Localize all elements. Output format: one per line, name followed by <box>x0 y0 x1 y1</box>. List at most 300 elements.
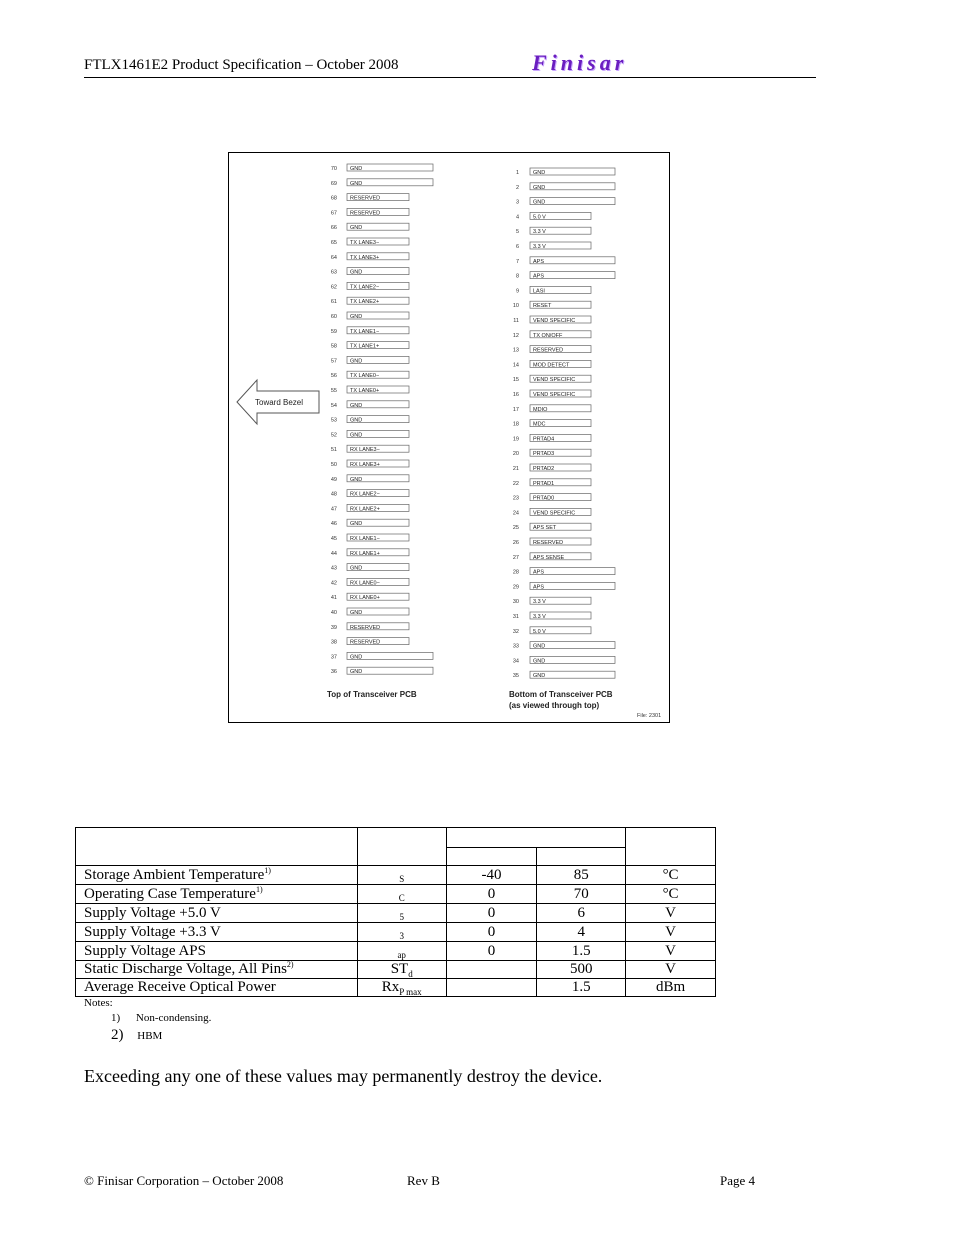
top-pin-row <box>331 194 409 202</box>
bottom-pin-label: PRTAD0 <box>533 495 555 502</box>
table-row <box>76 866 716 885</box>
top-pin-label: RX LANE2− <box>350 491 380 498</box>
top-pin-label: GND <box>350 476 363 483</box>
unit-cell: °C <box>626 866 716 885</box>
min-cell: -40 <box>446 866 537 885</box>
top-pin-label: TX LANE0+ <box>350 388 380 394</box>
top-pin-row <box>331 519 409 527</box>
bottom-pin-row <box>513 508 591 516</box>
top-pin-label: GND <box>350 166 363 172</box>
top-pin-row <box>331 297 409 305</box>
table-row <box>76 942 716 961</box>
bottom-pin-number: 5 <box>515 229 519 236</box>
header-cell-min <box>446 848 537 866</box>
bottom-pin-label: GND <box>533 673 546 680</box>
bottom-pin-number: 1 <box>515 170 519 176</box>
bottom-pin-number: 2 <box>515 184 519 191</box>
bottom-pin-label: RESERVED <box>533 540 564 546</box>
pinout-diagram <box>229 153 669 722</box>
top-pin-number: 63 <box>330 269 337 276</box>
top-pin-number: 68 <box>330 195 337 202</box>
min-cell: 0 <box>446 885 537 904</box>
top-pin-number: 61 <box>330 299 337 306</box>
top-pin-label: GND <box>350 565 363 572</box>
top-pin-number: 70 <box>330 166 337 172</box>
unit-cell: °C <box>626 885 716 904</box>
symbol-cell <box>357 923 446 942</box>
note-2-text: HBM <box>137 1030 163 1042</box>
bottom-pin-row <box>513 538 591 546</box>
bottom-pin-number: 17 <box>512 406 519 413</box>
bottom-pin-number: 28 <box>512 569 519 576</box>
max-cell: 1.5 <box>537 979 626 997</box>
toward-bezel-arrow <box>237 380 319 424</box>
top-pin-row <box>331 549 409 557</box>
max-cell: 500 <box>537 961 626 979</box>
top-pin-row <box>331 564 409 572</box>
top-pin-number: 64 <box>330 254 337 261</box>
top-pin-number: 55 <box>330 388 337 394</box>
bottom-pin-label: VEND SPECIFIC <box>533 377 576 384</box>
bottom-pin-number: 11 <box>513 318 519 324</box>
bottom-pin-row <box>513 494 591 502</box>
top-pin-label: GND <box>350 417 363 424</box>
header-cell-unit <box>626 828 716 866</box>
bottom-pin-column <box>513 168 615 679</box>
top-pin-row <box>331 608 409 616</box>
arrow-label: Toward Bezel <box>255 398 304 407</box>
bottom-pin-row <box>513 405 591 413</box>
bottom-pin-row <box>513 523 591 531</box>
table-header-row <box>76 828 716 848</box>
top-pin-label: GND <box>350 225 363 232</box>
top-pin-label: TX LANE3+ <box>350 254 380 261</box>
bottom-pin-number: 27 <box>512 554 519 561</box>
top-pin-label: RX LANE1+ <box>350 550 380 557</box>
max-cell: 6 <box>537 904 626 923</box>
bottom-pin-row <box>516 198 615 206</box>
top-pin-label: TX LANE3− <box>350 240 380 246</box>
parameter-cell <box>76 885 358 904</box>
top-pin-number: 47 <box>330 506 337 513</box>
top-pin-label: RESERVED <box>350 195 381 202</box>
top-pin-row <box>331 208 409 216</box>
bottom-pin-label: 3.3 V <box>533 614 546 620</box>
top-pin-row <box>331 638 409 646</box>
top-pin-row <box>331 179 433 187</box>
top-pin-number: 51 <box>330 447 337 454</box>
bottom-pin-row <box>516 212 591 220</box>
note-2 <box>111 1027 162 1044</box>
parameter-name: Average Receive Optical Power <box>84 979 276 995</box>
bottom-caption-line2: (as viewed through top) <box>509 701 600 710</box>
footer-copyright: © Finisar Corporation – October 2008 <box>84 1173 284 1188</box>
top-pin-number: 60 <box>330 314 337 320</box>
top-pin-number: 54 <box>330 402 337 409</box>
bottom-pin-label: MDIO <box>533 406 548 413</box>
bottom-pin-number: 10 <box>512 303 519 310</box>
table-row <box>76 979 716 997</box>
table-row <box>76 923 716 942</box>
bottom-pin-label: RESET <box>533 303 552 310</box>
symbol-cell <box>357 866 446 885</box>
bottom-pin-number: 26 <box>512 540 519 546</box>
top-pin-number: 45 <box>330 536 337 542</box>
note-1-text: Non-condensing. <box>135 1012 212 1024</box>
top-pin-row <box>331 652 433 660</box>
symbol-main: Rx <box>381 979 400 995</box>
bottom-pin-label: VEND SPECIFIC <box>533 510 576 517</box>
top-pin-number: 38 <box>330 639 337 646</box>
top-pin-label: GND <box>350 402 363 409</box>
top-pin-row <box>331 342 409 350</box>
parameter-name: Supply Voltage +3.3 V <box>84 923 221 940</box>
top-pin-label: GND <box>350 521 363 528</box>
bottom-pin-row <box>513 642 615 650</box>
header-cell-parameter <box>76 828 358 866</box>
table-row <box>76 885 716 904</box>
top-pin-number: 36 <box>330 669 337 676</box>
bottom-pin-label: GND <box>533 643 546 650</box>
top-pin-label: GND <box>350 180 363 187</box>
bottom-pin-number: 22 <box>512 480 519 487</box>
bottom-pin-number: 24 <box>512 510 519 517</box>
top-pin-row <box>331 504 409 512</box>
top-pin-number: 59 <box>330 328 337 335</box>
bottom-pin-label: MOD DETECT <box>533 362 570 369</box>
bottom-pin-row <box>513 671 615 679</box>
bottom-pin-number: 8 <box>515 273 519 280</box>
min-cell <box>446 961 537 979</box>
top-pin-number: 62 <box>330 284 337 291</box>
bottom-pin-row <box>513 331 591 339</box>
bottom-pin-label: LASI <box>533 288 545 295</box>
bottom-pin-label: RESERVED <box>533 347 564 354</box>
notes-heading: Notes: <box>84 997 113 1009</box>
top-pin-label: RX LANE3− <box>350 447 380 454</box>
unit-cell: V <box>626 961 716 979</box>
top-pin-label: RESERVED <box>350 639 381 646</box>
top-pin-number: 44 <box>330 550 337 557</box>
bottom-pin-number: 33 <box>512 643 519 650</box>
top-pin-number: 40 <box>330 610 337 616</box>
symbol-main: 5 <box>399 912 404 922</box>
bottom-pin-label: PRTAD2 <box>533 466 555 472</box>
top-pin-row <box>331 223 409 231</box>
symbol-cell <box>357 904 446 923</box>
top-pin-label: GND <box>350 432 363 439</box>
top-pin-number: 37 <box>330 654 337 661</box>
top-pin-label: GND <box>350 269 363 276</box>
bottom-pin-label: GND <box>533 199 546 206</box>
bottom-pin-number: 9 <box>515 288 519 295</box>
top-pin-number: 46 <box>330 521 337 528</box>
note-2-mark: 2) <box>111 1027 124 1043</box>
bottom-pin-row <box>516 272 615 280</box>
top-pin-label: TX LANE1+ <box>350 343 380 350</box>
bottom-pin-row <box>513 360 591 368</box>
bottom-pin-label: 3.3 V <box>533 599 546 606</box>
parameter-cell <box>76 961 358 979</box>
bottom-pin-number: 21 <box>512 466 519 472</box>
symbol-subscript: P max <box>399 987 422 997</box>
top-pin-row <box>331 623 409 631</box>
bottom-pin-label: GND <box>533 170 546 176</box>
note-1-mark: 1) <box>111 1012 121 1024</box>
bottom-pin-row <box>516 227 591 235</box>
footer-page-number: Page 4 <box>720 1173 756 1188</box>
bottom-pin-number: 31 <box>512 614 519 620</box>
note-1 <box>111 1012 211 1024</box>
bottom-pin-number: 4 <box>515 214 519 221</box>
top-pin-label: GND <box>350 669 363 676</box>
top-pin-label: RX LANE1− <box>350 536 380 542</box>
top-pin-row <box>331 238 409 246</box>
top-pin-label: GND <box>350 358 363 365</box>
top-pin-row <box>331 593 409 601</box>
bottom-pin-label: APS SENSE <box>533 554 565 561</box>
bottom-pin-label: PRTAD1 <box>533 480 555 487</box>
top-pin-number: 57 <box>330 358 337 365</box>
table-row <box>76 961 716 979</box>
top-pin-number: 52 <box>330 432 337 439</box>
bottom-pin-label: APS SET <box>533 525 557 532</box>
symbol-subscript: d <box>408 969 413 979</box>
bottom-pin-number: 18 <box>512 421 519 428</box>
top-caption: Top of Transceiver PCB <box>327 690 417 699</box>
top-pin-label: TX LANE2− <box>350 284 380 291</box>
top-pin-label: TX LANE0− <box>350 373 380 380</box>
min-cell: 0 <box>446 942 537 961</box>
bottom-pin-label: APS <box>533 258 545 265</box>
bottom-pin-number: 25 <box>512 525 519 532</box>
parameter-note-ref: 1) <box>264 865 271 875</box>
top-pin-row <box>331 356 409 364</box>
parameter-cell <box>76 866 358 885</box>
top-pin-number: 43 <box>330 565 337 572</box>
bottom-pin-number: 15 <box>512 377 519 384</box>
header-cell-symbol <box>357 828 446 866</box>
bottom-pin-number: 7 <box>515 258 519 265</box>
parameter-cell <box>76 979 358 997</box>
top-pin-label: GND <box>350 610 363 616</box>
bottom-pin-row <box>513 553 591 561</box>
parameter-note-ref: 1) <box>255 884 263 894</box>
header-cell-max <box>537 848 626 866</box>
min-cell: 0 <box>446 904 537 923</box>
top-pin-row <box>331 401 409 409</box>
top-pin-label: RX LANE0+ <box>350 595 380 602</box>
bottom-pin-label: PRTAD4 <box>533 436 555 443</box>
top-pin-number: 58 <box>330 343 337 350</box>
top-pin-row <box>331 534 409 542</box>
top-pin-label: RX LANE0− <box>350 580 380 587</box>
bottom-pin-row <box>513 346 591 354</box>
top-pin-row <box>331 667 433 675</box>
bottom-pin-row <box>513 449 591 457</box>
max-cell: 85 <box>537 866 626 885</box>
symbol-cell <box>357 979 446 997</box>
max-cell: 70 <box>537 885 626 904</box>
bottom-pin-number: 14 <box>512 362 519 369</box>
bottom-pin-label: 5.0 V <box>533 214 546 221</box>
top-pin-label: RX LANE3+ <box>350 462 380 468</box>
bottom-pin-number: 19 <box>512 436 519 443</box>
top-pin-number: 41 <box>330 595 337 602</box>
top-pin-row <box>331 268 409 276</box>
top-pin-number: 49 <box>330 476 337 483</box>
bottom-pin-label: GND <box>533 184 546 191</box>
top-pin-number: 56 <box>330 373 337 380</box>
symbol-main: 3 <box>399 931 404 941</box>
bottom-pin-number: 20 <box>512 451 519 458</box>
bottom-pin-row <box>513 568 615 576</box>
parameter-name: Operating Case Temperature <box>84 885 256 902</box>
top-pin-number: 53 <box>330 417 337 424</box>
top-pin-label: GND <box>350 314 363 320</box>
bottom-pin-number: 23 <box>512 495 519 502</box>
bottom-pin-number: 35 <box>512 673 519 680</box>
top-pin-number: 66 <box>330 225 337 232</box>
bottom-pin-row <box>513 597 591 605</box>
top-pin-row <box>331 371 409 379</box>
parameter-note-ref: 2) <box>286 960 294 969</box>
parameter-name: Static Discharge Voltage, All Pins <box>84 961 287 977</box>
parameter-cell <box>76 904 358 923</box>
top-pin-row <box>331 475 409 483</box>
bottom-pin-row <box>516 257 615 265</box>
bottom-pin-row <box>513 479 591 487</box>
bottom-pin-label: VEND SPECIFIC <box>533 318 576 324</box>
finisar-logo: Finisar <box>532 50 628 75</box>
max-cell: 1.5 <box>537 942 626 961</box>
bottom-pin-number: 30 <box>512 599 519 606</box>
bottom-pin-label: APS <box>533 569 545 576</box>
top-pin-column <box>331 164 433 675</box>
bottom-pin-number: 16 <box>512 392 519 398</box>
bottom-pin-number: 13 <box>512 347 519 354</box>
bottom-pin-label: VEND SPECIFIC <box>533 392 576 398</box>
bottom-pin-row <box>513 375 591 383</box>
bottom-pin-number: 3 <box>515 199 519 206</box>
min-cell: 0 <box>446 923 537 942</box>
unit-cell: V <box>626 942 716 961</box>
bottom-pin-row <box>513 316 591 324</box>
bottom-pin-row <box>513 656 615 664</box>
top-pin-number: 39 <box>330 624 337 631</box>
top-pin-label: TX LANE1− <box>350 328 380 335</box>
top-pin-row <box>331 253 409 261</box>
footer-revision: Rev B <box>407 1173 440 1188</box>
parameter-name: Supply Voltage +5.0 V <box>84 904 221 921</box>
bottom-pin-row <box>513 390 591 398</box>
bottom-pin-label: APS <box>533 584 545 591</box>
bottom-pin-label: TX ON/OFF <box>533 332 563 339</box>
bottom-pin-label: MDC <box>533 421 546 428</box>
bottom-pin-label: 3.3 V <box>533 229 546 236</box>
pinout-figure <box>228 152 670 723</box>
bottom-pin-row <box>516 286 591 294</box>
bottom-pin-row <box>513 464 591 472</box>
max-cell: 4 <box>537 923 626 942</box>
bottom-pin-row <box>513 420 591 428</box>
header-rule <box>84 77 816 78</box>
table-row <box>76 904 716 923</box>
top-pin-row <box>331 445 409 453</box>
parameter-cell <box>76 923 358 942</box>
bottom-pin-number: 6 <box>515 244 519 250</box>
bottom-pin-row <box>516 183 615 191</box>
top-pin-label: GND <box>350 654 363 661</box>
symbol-main: C <box>398 893 405 903</box>
bottom-pin-number: 34 <box>512 658 519 665</box>
top-pin-label: RX LANE2+ <box>350 506 380 513</box>
bottom-pin-label: APS <box>533 273 545 280</box>
bottom-pin-row <box>513 582 615 590</box>
bottom-pin-row <box>513 301 591 309</box>
bottom-pin-row <box>516 242 591 250</box>
symbol-cell <box>357 942 446 961</box>
unit-cell: V <box>626 904 716 923</box>
bottom-pin-label: PRTAD3 <box>533 451 555 458</box>
file-label: File: 2301 <box>637 713 662 719</box>
bottom-pin-row <box>513 434 591 442</box>
bottom-pin-row <box>513 612 591 620</box>
bottom-pin-label: GND <box>533 658 546 665</box>
top-pin-number: 48 <box>330 491 337 498</box>
parameter-cell <box>76 942 358 961</box>
symbol-main: ST <box>390 961 409 977</box>
top-pin-number: 42 <box>330 580 337 587</box>
bottom-caption-line1: Bottom of Transceiver PCB <box>509 690 613 699</box>
top-pin-number: 69 <box>330 180 337 187</box>
top-pin-row <box>331 312 409 320</box>
top-pin-row <box>331 327 409 335</box>
parameter-name: Supply Voltage APS <box>84 942 206 959</box>
top-pin-row <box>331 578 409 586</box>
top-pin-row <box>331 490 409 498</box>
top-pin-label: TX LANE2+ <box>350 299 380 306</box>
bottom-pin-number: 29 <box>512 584 519 591</box>
bottom-pin-label: 5.0 V <box>533 628 546 635</box>
bottom-pin-row <box>516 168 615 176</box>
warning-text: Exceeding any one of these values may permanently destroy the device. <box>84 1066 603 1086</box>
symbol-cell <box>357 885 446 904</box>
top-pin-number: 65 <box>330 240 337 246</box>
top-pin-row <box>331 460 409 468</box>
bottom-pin-label: 3.3 V <box>533 244 546 250</box>
bottom-pin-number: 32 <box>512 628 519 635</box>
header-cell-limits <box>446 828 626 848</box>
top-pin-label: RESERVED <box>350 624 381 631</box>
min-cell <box>446 979 537 997</box>
top-pin-row <box>331 164 433 172</box>
unit-cell: dBm <box>626 979 716 997</box>
unit-cell: V <box>626 923 716 942</box>
header-title: FTLX1461E2 Product Specification – October 2008 <box>84 57 399 73</box>
top-pin-number: 50 <box>330 462 337 468</box>
top-pin-label: RESERVED <box>350 210 381 217</box>
symbol-cell <box>357 961 446 979</box>
top-pin-row <box>331 386 409 394</box>
top-pin-number: 67 <box>330 210 337 217</box>
top-pin-row <box>331 430 409 438</box>
parameter-name: Storage Ambient Temperature <box>84 866 265 883</box>
top-pin-row <box>331 416 409 424</box>
bottom-pin-row <box>513 627 591 635</box>
bottom-pin-number: 12 <box>512 332 519 339</box>
top-pin-row <box>331 282 409 290</box>
